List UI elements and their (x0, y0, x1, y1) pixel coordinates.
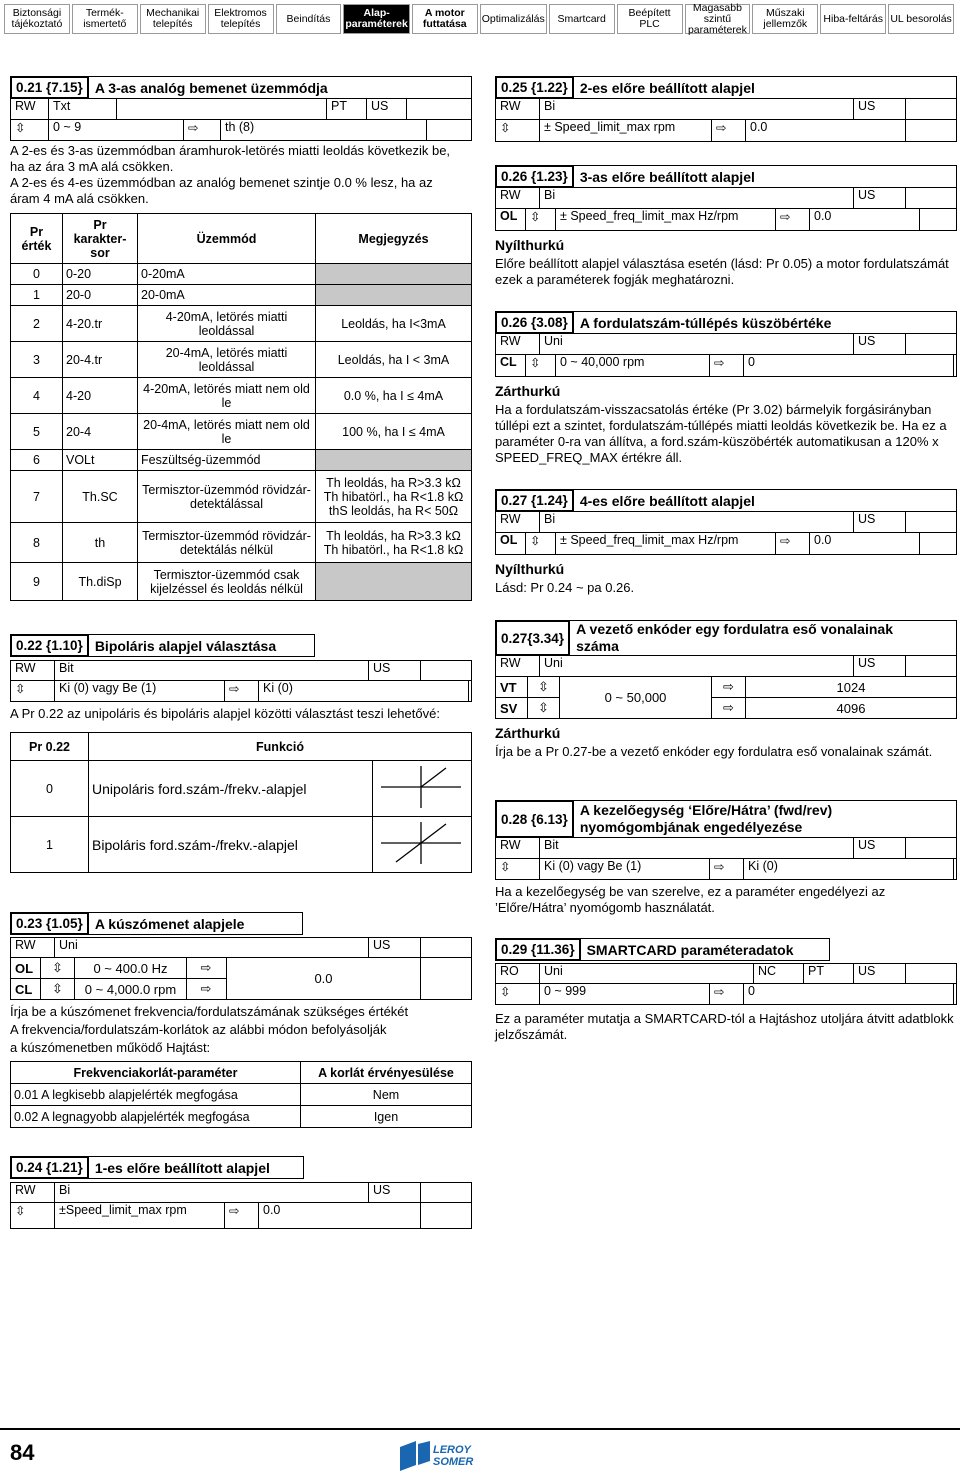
range-row (10, 120, 472, 141)
arrow-right-icon: ⇨ (225, 681, 259, 701)
range-row (495, 209, 957, 231)
arrow-right-icon: ⇨ (710, 355, 744, 376)
desc-3: a kúszómenetben működő Hajtást: (10, 1040, 211, 1055)
range-value: 0 ~ 9 (49, 120, 184, 140)
updown-icon: ⇳ (496, 984, 540, 1004)
param-number: 0.27 {1.24} (495, 489, 574, 512)
us-flag: US (854, 188, 906, 208)
rw-flag: RW (496, 838, 540, 858)
type-flag: Uni (540, 964, 754, 983)
param-0-28-block (495, 800, 957, 916)
ol-label: OL (11, 958, 41, 978)
nav-tab-ul[interactable]: UL besorolás (888, 4, 954, 34)
arrow-right-icon: ⇨ (200, 981, 212, 996)
attr-row (495, 512, 957, 533)
range-value: ±Speed_limit_max rpm (55, 1203, 225, 1228)
us-flag: US (854, 512, 906, 532)
range-row (495, 859, 957, 880)
us-flag: US (367, 99, 407, 119)
range-row (495, 533, 957, 555)
table-row: 1 20-0 20-0mA (11, 285, 472, 306)
param-number: 0.24 {1.21} (10, 1156, 89, 1179)
desc: A Pr 0.22 az unipoláris és bipoláris alapjel közötti választást teszi lehetővé: (10, 706, 440, 721)
logo-line-1: LEROY (433, 1444, 471, 1456)
loop-label: Zárthurkú (495, 725, 561, 741)
attr-row (10, 660, 472, 681)
default-value: 0.0 (259, 1203, 421, 1228)
cl-label: CL (11, 979, 41, 999)
default-value: th (8) (221, 120, 427, 140)
param-number: 0.26 {3.08} (495, 311, 574, 334)
type-flag: Uni (540, 656, 854, 676)
type-flag: Uni (55, 938, 369, 957)
type-flag: Bit (540, 838, 854, 858)
range-value: 0 ~ 999 (540, 984, 710, 1004)
table-row: 4 4-20 4-20mA, letörés miatt nem old le 0.0 %, ha I ≤ 4mA (11, 378, 472, 414)
type-flag: Uni (540, 334, 854, 354)
default-value: 0 (744, 984, 954, 1004)
nav-tab-mechanical[interactable]: Mechanikai telepítés (140, 4, 206, 34)
param-title: A kezelőegység ‘Előre/Hátra’ (fwd/rev) nyomógombjának engedélyezése (579, 802, 833, 835)
param-header (10, 912, 303, 935)
updown-icon: ⇳ (538, 679, 549, 694)
desc: Ha a kezelőegység be van szerelve, ez a paraméter engedélyezi az ’Előre/Hátra’ nyomógomb használatát. (495, 884, 886, 915)
nav-tab-diagnostics[interactable]: Hiba-feltárás (820, 4, 886, 34)
us-flag: US (854, 334, 906, 354)
range-value: Ki (0) vagy Be (1) (540, 859, 710, 879)
param-0-22-block (10, 634, 472, 873)
attr-row (495, 334, 957, 355)
param-header (495, 165, 957, 188)
param-number: 0.22 {1.10} (10, 634, 89, 657)
rw-flag: RW (496, 656, 540, 676)
logo-line-2: SOMER (433, 1456, 474, 1468)
arrow-right-icon: ⇨ (200, 960, 212, 975)
range-rows (495, 677, 957, 719)
param-title: 4-es előre beállított alapjel (579, 492, 755, 509)
arrow-right-icon: ⇨ (710, 859, 744, 879)
page-number: 84 (10, 1440, 35, 1465)
updown-icon: ⇳ (11, 1203, 55, 1228)
rw-flag: RW (11, 99, 49, 119)
attr-row (495, 188, 957, 209)
us-flag: US (369, 661, 421, 680)
param-title: 1-es előre beállított alapjel (94, 1159, 270, 1176)
range-value: ± Speed_limit_max rpm (540, 120, 712, 141)
desc: Lásd: Pr 0.24 ~ pa 0.26. (495, 580, 635, 595)
desc-2: A 2-es és 4-es üzemmódban az analóg bemenet szintje 0.0 % lesz, ha az áram 4 mA alá csökken. (10, 175, 433, 206)
param-0-21-block (10, 76, 472, 601)
param-title: A fordulatszám-túllépés küszöbértéke (579, 314, 832, 331)
updown-icon: ⇳ (41, 958, 75, 978)
default-value: 0.0 (810, 209, 920, 230)
pt-flag: PT (327, 99, 367, 119)
nav-tab-plc[interactable]: Beépített PLC (617, 4, 683, 34)
attr-row (495, 99, 957, 120)
ro-flag: RO (496, 964, 540, 983)
updown-icon: ⇳ (538, 700, 549, 715)
param-0-29-block (495, 938, 957, 1043)
th-mode: Üzemmód (138, 214, 316, 264)
nc-flag: NC (754, 964, 804, 983)
pt-flag: PT (804, 964, 854, 983)
updown-icon: ⇳ (526, 355, 556, 376)
sv-default: 4096 (836, 700, 866, 716)
table-row: 5 20-4 20-4mA, letörés miatt nem old le 100 %, ha I ≤ 4mA (11, 414, 472, 450)
loop-label: Nyílthurkú (495, 237, 565, 253)
attr-row (495, 963, 957, 984)
rw-flag: RW (11, 661, 55, 680)
attr-row (10, 937, 472, 958)
desc-1: A 2-es és 3-as üzemmódban áramhurok-letörés miatti leoldás következik be, ha az ára 3 mA alá csökken. (10, 143, 451, 174)
nav-tab-advanced[interactable]: Magasabb szintű paraméterek (685, 4, 751, 34)
loop-label: Nyílthurkú (495, 561, 565, 577)
range-rows (10, 958, 472, 1000)
th-limit-apply: A korlát érvényesülése (301, 1062, 472, 1084)
updown-icon: ⇳ (526, 533, 556, 554)
logo-mark-icon (400, 1441, 430, 1471)
param-header (495, 311, 957, 334)
table-row: 8 th Termisztor-üzemmód rövidzár-detektálás nélkül Th leoldás, ha R>3.3 kΩ Th hibatörl., ha R<1.8 kΩ (11, 523, 472, 563)
table-row: 6 VOLt Feszültség-üzemmód (11, 450, 472, 471)
unipolar-graph-icon (373, 761, 472, 817)
updown-icon: ⇳ (41, 979, 75, 999)
arrow-right-icon: ⇨ (712, 698, 746, 718)
type-flag: Txt (49, 99, 117, 119)
cl-label: CL (496, 355, 526, 376)
updown-icon: ⇳ (526, 209, 556, 230)
type-flag: Bi (540, 99, 854, 119)
section-nav (4, 1, 956, 36)
th-pr-value: Pr érték (11, 214, 63, 264)
default-value: Ki (0) (744, 859, 954, 879)
rw-flag: RW (496, 334, 540, 354)
desc: Ez a paraméter mutatja a SMARTCARD-tól a Hajtáshoz utoljára átvitt adatblokk jelzőszámát. (495, 1011, 954, 1042)
rw-flag: RW (496, 512, 540, 532)
cl-range: 0 ~ 4,000.0 rpm (75, 979, 187, 999)
param-header (495, 620, 957, 656)
attr-row (10, 1182, 472, 1203)
param-number: 0.29 {11.36} (495, 938, 581, 961)
table-row: 0.01 A legkisebb alapjelérték megfogása Nem (11, 1084, 472, 1106)
param-title: SMARTCARD paraméteradatok (586, 941, 794, 958)
param-header (495, 800, 957, 838)
default-value: 0 (744, 355, 954, 376)
limit-table (10, 1061, 472, 1128)
param-number: 0.21 {7.15} (10, 76, 89, 99)
nav-tab-optimization[interactable]: Optimalizálás (480, 4, 547, 34)
param-header (10, 76, 472, 99)
attr-row (10, 99, 472, 120)
type-flag: Bi (55, 1183, 369, 1202)
mode-table (10, 213, 472, 601)
range-row (10, 681, 472, 702)
desc: Ha a fordulatszám-visszacsatolás értéke (Pr 3.02) bármelyik forgásirányban túllépi ezt a szintet, fordulatszám-túllépés miatti leoldás következik be. Ha ez a paraméter 0-ra van állítva, a ford.szám-küszöbérték automatikusan a 120% x SPEED_FREQ_MAX értékre áll. (495, 402, 947, 465)
nav-tab-running-motor[interactable]: A motor futtatása (412, 4, 478, 34)
updown-icon: ⇳ (496, 120, 540, 141)
param-0-26-preset-block (495, 165, 957, 288)
range-value: Ki (0) vagy Be (1) (55, 681, 225, 701)
ol-range: 0 ~ 400.0 Hz (75, 958, 187, 978)
arrow-right-icon: ⇨ (225, 1203, 259, 1228)
default-value: Ki (0) (259, 681, 469, 701)
nav-tab-basic-params[interactable]: Alap-paraméterek (343, 4, 409, 34)
table-row: 0 Unipoláris ford.szám-/frekv.-alapjel (11, 761, 472, 817)
param-header (10, 1156, 304, 1179)
param-number: 0.26 {1.23} (495, 165, 574, 188)
range-row (495, 984, 957, 1005)
us-flag: US (854, 656, 906, 676)
us-flag: US (369, 938, 421, 957)
table-row: 9 Th.diSp Termisztor-üzemmód csak kijelzéssel és leoldás nélkül (11, 563, 472, 601)
arrow-right-icon: ⇨ (712, 120, 746, 141)
us-flag: US (854, 838, 906, 858)
attr-row (495, 838, 957, 859)
desc: Írja be a Pr 0.27-be a vezető enkóder egy fordulatra eső vonalainak számát. (495, 744, 933, 759)
table-row: 1 Bipoláris ford.szám-/frekv.-alapjel (11, 817, 472, 873)
desc-2: A frekvencia/fordulatszám-korlátok az alábbi módon befolyásolják (10, 1022, 387, 1037)
param-0-25-block (495, 76, 957, 142)
th-pr-string: Pr karakter-sor (63, 214, 138, 264)
th-pr: Pr 0.22 (11, 733, 89, 761)
range-value: 0 ~ 50,000 (560, 677, 712, 718)
range-row (10, 1203, 472, 1229)
arrow-right-icon: ⇨ (184, 120, 221, 140)
range-value: ± Speed_freq_limit_max Hz/rpm (556, 209, 776, 230)
param-0-27-preset-block (495, 489, 957, 596)
rw-flag: RW (11, 938, 55, 957)
param-0-27-encoder-block (495, 620, 957, 760)
us-flag: US (854, 964, 906, 983)
bipolar-table (10, 732, 472, 873)
nav-tab-product[interactable]: Termék-ismertető (72, 4, 138, 34)
footer-rule (0, 1428, 960, 1430)
range-value: 0 ~ 40,000 rpm (556, 355, 710, 376)
nav-tab-electrical[interactable]: Elektromos telepítés (208, 4, 274, 34)
table-row: 0.02 A legnagyobb alapjelérték megfogása Igen (11, 1106, 472, 1128)
bipolar-graph-icon (373, 817, 472, 873)
updown-icon: ⇳ (496, 859, 540, 879)
ol-label: OL (496, 533, 526, 554)
th-limit-param: Frekvenciakorlát-paraméter (11, 1062, 301, 1084)
loop-label: Zárthurkú (495, 383, 561, 399)
nav-tab-technical[interactable]: Műszaki jellemzők (752, 4, 818, 34)
default-value: 0.0 (810, 533, 920, 554)
type-flag: Bit (55, 661, 369, 680)
range-value: ± Speed_freq_limit_max Hz/rpm (556, 533, 776, 554)
arrow-right-icon: ⇨ (712, 677, 746, 697)
logo-text (433, 1444, 473, 1468)
default-value: 0.0 (746, 120, 906, 141)
table-row: 2 4-20.tr 4-20mA, letörés miatti leoldással Leoldás, ha I<3mA (11, 306, 472, 342)
param-title: Bipoláris alapjel választása (94, 637, 277, 654)
param-title: A vezető enkóder egy fordulatra eső vonalainak száma (576, 621, 893, 654)
range-row (495, 355, 957, 377)
range-row (495, 120, 957, 142)
arrow-right-icon: ⇨ (710, 984, 744, 1004)
param-0-26-overspeed-block (495, 311, 957, 466)
us-flag: US (854, 99, 906, 119)
default-value: 0.0 (227, 958, 421, 999)
updown-icon: ⇳ (11, 120, 49, 140)
us-flag: US (369, 1183, 421, 1202)
param-0-24-block (10, 1156, 472, 1229)
nav-tab-startup[interactable]: Beindítás (276, 4, 342, 34)
vt-default: 1024 (836, 679, 866, 695)
sv-label: SV (496, 698, 528, 718)
desc: Előre beállított alapjel választása esetén (lásd: Pr 0.05) a motor fordulatszámát ezek a paraméterek fogják meghatározni. (495, 256, 949, 287)
table-row: 7 Th.SC Termisztor-üzemmód rövidzár-detektálással Th leoldás, ha R>3.3 kΩ Th hibatörl., ha R<1.8 kΩ thS leoldás, ha R< 50Ω (11, 471, 472, 523)
rw-flag: RW (496, 99, 540, 119)
leroy-somer-logo (400, 1440, 490, 1472)
nav-tab-smartcard[interactable]: Smartcard (549, 4, 615, 34)
rw-flag: RW (11, 1183, 55, 1202)
param-0-23-block (10, 912, 472, 1128)
param-number: 0.23 {1.05} (10, 912, 89, 935)
rw-flag: RW (496, 188, 540, 208)
arrow-right-icon: ⇨ (776, 533, 810, 554)
ol-label: OL (496, 209, 526, 230)
updown-icon: ⇳ (11, 681, 55, 701)
param-title: A kúszómenet alapjele (94, 915, 245, 932)
th-function: Funkció (89, 733, 472, 761)
param-header (495, 76, 957, 99)
attr-row (495, 656, 957, 677)
table-row: 3 20-4.tr 20-4mA, letörés miatti leoldással Leoldás, ha I < 3mA (11, 342, 472, 378)
nav-tab-safety[interactable]: Biztonsági tájékoztató (4, 4, 70, 34)
table-row: 0 0-20 0-20mA (11, 264, 472, 285)
param-header (10, 634, 315, 657)
vt-label: VT (496, 677, 528, 697)
type-flag: Bi (540, 512, 854, 532)
param-header (495, 938, 830, 961)
param-title: A 3-as analóg bemenet üzemmódja (94, 79, 328, 96)
param-title: 3-as előre beállított alapjel (579, 168, 755, 185)
param-title: 2-es előre beállított alapjel (579, 79, 755, 96)
desc-1: Írja be a kúszómenet frekvencia/fordulatszámának szükséges értékét (10, 1004, 409, 1019)
param-header (495, 489, 957, 512)
type-flag: Bi (540, 188, 854, 208)
param-number: 0.25 {1.22} (495, 76, 574, 99)
th-note: Megjegyzés (316, 214, 472, 264)
param-number: 0.27{3.34} (495, 620, 570, 656)
param-number: 0.28 {6.13} (495, 800, 574, 838)
arrow-right-icon: ⇨ (776, 209, 810, 230)
